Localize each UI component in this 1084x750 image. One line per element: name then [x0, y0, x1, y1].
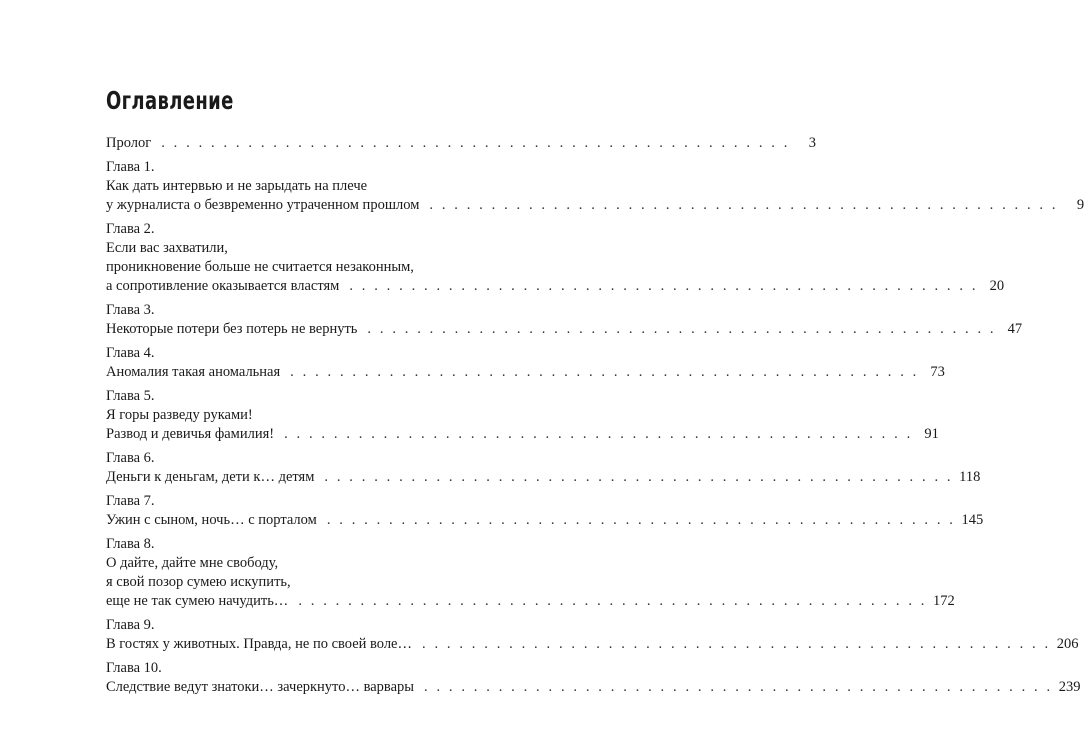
toc-entry-label: Глава 8. — [106, 536, 155, 552]
toc-entry-last-line — [106, 635, 1079, 654]
toc-page-number: 91 — [924, 426, 939, 442]
dot-leader: . . . . . . . . . . . . . . . . . . . . . . . . . . . . . . . . . . . . . . . . . . . . . . . . . . . — [367, 321, 997, 337]
toc-entry-label: Глава 6. — [106, 450, 155, 466]
toc-page-number: 9 — [1076, 197, 1084, 213]
toc-page-number: 118 — [959, 469, 981, 485]
toc-entry — [106, 158, 1084, 215]
toc-entry — [106, 492, 984, 530]
toc-entry-last-line — [106, 320, 1023, 339]
dot-leader: . . . . . . . . . . . . . . . . . . . . . . . . . . . . . . . . . . . . . . . . . . . . . . . . . . . — [422, 636, 1051, 652]
toc-entry-title-line: я свой позор сумею искупить, — [106, 574, 291, 590]
toc-entry-label: Пролог — [106, 135, 152, 151]
toc-entry-last-line — [106, 592, 955, 611]
toc-page-number: 206 — [1056, 636, 1079, 652]
toc-entry — [106, 301, 1023, 339]
dot-leader: . . . . . . . . . . . . . . . . . . . . . . . . . . . . . . . . . . . . . . . . . . . . . . . . . . . — [349, 278, 979, 294]
toc-entry-last-line — [106, 678, 1081, 697]
toc-entry — [106, 387, 939, 444]
toc-page-number: 172 — [933, 593, 955, 609]
toc-page-number: 73 — [930, 364, 945, 380]
toc-page-number: 47 — [1007, 321, 1023, 337]
toc-entry — [106, 616, 1079, 654]
toc-entry-label: Глава 5. — [106, 388, 155, 404]
toc-entry-title-line: еще не так сумею начудить… — [106, 593, 289, 609]
table-of-contents — [106, 134, 1084, 702]
toc-entry-title-line: Развод и девичья фамилия! — [106, 426, 275, 442]
toc-entry-title-line: у журналиста о безвременно утраченном прошлом — [106, 197, 420, 213]
toc-page-number: 145 — [961, 512, 984, 528]
toc-entry-label: Глава 3. — [106, 302, 155, 318]
toc-entry-last-line — [106, 425, 939, 444]
dot-leader: . . . . . . . . . . . . . . . . . . . . . . . . . . . . . . . . . . . . . . . . . . . . . . . . . . . — [290, 364, 919, 380]
toc-entry-last-line — [106, 277, 1005, 296]
toc-entry-last-line — [106, 134, 816, 153]
dot-leader: . . . . . . . . . . . . . . . . . . . . . . . . . . . . . . . . . . . . . . . . . . . . . . . . . . . — [284, 426, 913, 442]
toc-entry-title-line: Если вас захватили, — [106, 240, 228, 256]
toc-entry-title-line: Аномалия такая аномальная — [106, 364, 281, 380]
dot-leader: . . . . . . . . . . . . . . . . . . . . . . . . . . . . . . . . . . . . . . . . . . . . . . . . . . . — [429, 197, 1059, 213]
toc-entry-last-line — [106, 468, 981, 487]
toc-entry-last-line — [106, 511, 984, 530]
toc-entry-label: Глава 1. — [106, 159, 155, 175]
dot-leader: . . . . . . . . . . . . . . . . . . . . . . . . . . . . . . . . . . . . . . . . . . . . . . . . . . . — [298, 593, 928, 609]
toc-entry-title-line: Я горы разведу руками! — [106, 407, 253, 423]
toc-page-number: 20 — [989, 278, 1005, 294]
toc-heading: Оглавление — [106, 86, 234, 115]
toc-entry — [106, 220, 1005, 296]
toc-entry-title-line: О дайте, дайте мне свободу, — [106, 555, 279, 571]
toc-entry-label: Глава 10. — [106, 660, 162, 676]
toc-entry-title-line: а сопротивление оказывается властям — [106, 278, 340, 294]
toc-entry-title-line: Ужин с сыном, ночь… с порталом — [106, 512, 317, 528]
toc-entry-title-line: Некоторые потери без потерь не вернуть — [106, 321, 358, 337]
dot-leader: . . . . . . . . . . . . . . . . . . . . . . . . . . . . . . . . . . . . . . . . . . . . . . . . . . . — [326, 512, 956, 528]
toc-entry — [106, 344, 945, 382]
toc-entry-title-line: проникновение больше не считается незаконным, — [106, 259, 414, 275]
toc-entry-label: Глава 4. — [106, 345, 155, 361]
toc-entry — [106, 659, 1081, 697]
dot-leader: . . . . . . . . . . . . . . . . . . . . . . . . . . . . . . . . . . . . . . . . . . . . . . . . . . . — [161, 135, 790, 151]
toc-entry-last-line — [106, 363, 945, 382]
toc-entry — [106, 134, 816, 153]
toc-entry — [106, 449, 981, 487]
toc-page-number: 3 — [808, 135, 816, 151]
toc-entry — [106, 535, 955, 611]
toc-entry-last-line — [106, 196, 1084, 215]
toc-entry-label: Глава 7. — [106, 493, 155, 509]
toc-entry-label: Глава 2. — [106, 221, 155, 237]
toc-entry-title-line: В гостях у животных. Правда, не по своей воле… — [106, 636, 412, 652]
toc-entry-title-line: Деньги к деньгам, дети к… детям — [106, 469, 315, 485]
toc-entry-title-line: Как дать интервью и не зарыдать на плече — [106, 178, 368, 194]
toc-entry-label: Глава 9. — [106, 617, 155, 633]
dot-leader: . . . . . . . . . . . . . . . . . . . . . . . . . . . . . . . . . . . . . . . . . . . . . . . . . . . — [424, 679, 1053, 695]
toc-entry-title-line: Следствие ведут знатоки… зачеркнуто… варвары — [106, 679, 414, 695]
toc-page-number: 239 — [1058, 679, 1081, 695]
dot-leader: . . . . . . . . . . . . . . . . . . . . . . . . . . . . . . . . . . . . . . . . . . . . . . . . . . . — [324, 469, 954, 485]
